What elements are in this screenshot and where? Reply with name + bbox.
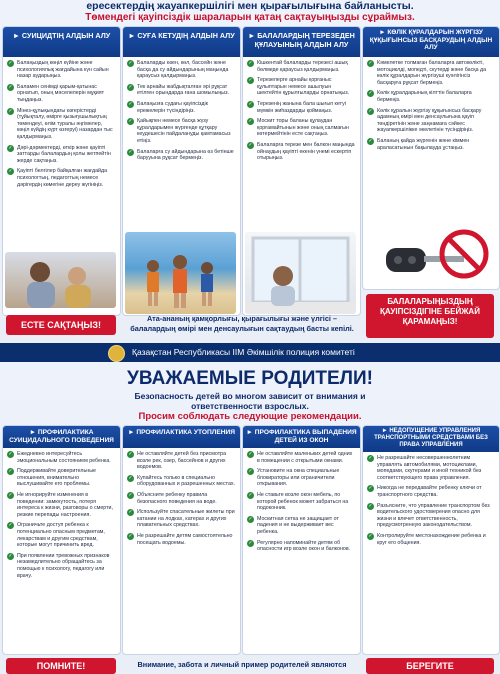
column-window-fall-prevention-ru bbox=[242, 425, 361, 655]
check-icon: ✓ bbox=[248, 77, 253, 84]
column-title: ► ПРОФИЛАКТИКА СУИЦИДАЛЬНОГО ПОВЕДЕНИЯ bbox=[3, 426, 120, 448]
page-subtitle-2: Просим соблюдать следующие рекомендации. bbox=[138, 411, 362, 422]
check-icon: ✓ bbox=[368, 107, 373, 114]
column-title: ► СУИЦИДТІҢ АЛДЫН АЛУ bbox=[3, 27, 120, 57]
list-item: ✓ Контролируйте местонахождение ребенка и круг его общения. bbox=[368, 532, 486, 546]
beach-kids-photo bbox=[125, 232, 236, 314]
check-icon: ✓ bbox=[8, 491, 13, 498]
column-items bbox=[243, 57, 360, 162]
list-item: ✓ Балаларға терезе мен балкон маңында ойнаудың қауіпті екенін үнемі ескертіп отырыңыз. bbox=[248, 141, 355, 162]
check-icon: ✓ bbox=[248, 141, 253, 148]
list-item: ✓ Поддерживайте доверительные отношения, внимательно выслушивайте его проблемы. bbox=[8, 468, 96, 488]
list-item: ✓ Балаларды өзен, көл, бассейн және басқа да су айдындарының маңында қараусыз қалдырмаңыз. bbox=[128, 60, 229, 80]
ribbon-protect-ru: БЕРЕГИТЕ bbox=[366, 658, 494, 674]
check-icon: ✓ bbox=[8, 451, 13, 457]
check-icon: ✓ bbox=[248, 451, 253, 457]
list-item: ✓ Тек арнайы жабдықталған әрі рұқсат етілген орындарда ғана шомылыңыз. bbox=[128, 83, 230, 97]
parent-child-photo bbox=[5, 252, 116, 308]
column-title: ► БАЛАЛАРДЫҢ ТЕРЕЗЕДЕН ҚҰЛАУЫНЫҢ АЛДЫН АЛУ bbox=[243, 27, 360, 57]
check-icon: ✓ bbox=[248, 118, 253, 125]
list-item: ✓ Қайықпен немесе басқа жүзу құралдарымен жүргенде құтқару кеудешесін пайдалануды қамтамасыз етіңіз. bbox=[128, 118, 231, 144]
check-icon: ✓ bbox=[248, 515, 253, 522]
check-icon: ✓ bbox=[128, 509, 133, 516]
center-caption-ru: Внимание, забота и личный пример родителей являются bbox=[137, 660, 347, 669]
list-item: ✓ Балаңыздың көңіл күйіне және психологиялық жағдайына күн сайын назар аударыңыз. bbox=[8, 60, 109, 80]
check-icon: ✓ bbox=[8, 468, 13, 475]
list-item: ✓ Терезенің жанына бала шығып кетуі мүмкін жиһаздарды қоймаңыз. bbox=[248, 100, 346, 114]
check-icon: ✓ bbox=[248, 60, 253, 66]
list-item: ✓ Разъясните, что управление транспортом без водительского удостоверения опасно для жизни и влечет ответственность, предусмотренную законодательством. bbox=[368, 502, 490, 529]
list-item: ✓ Не игнорируйте изменения в поведении: замкнутость, потеря интереса к жизни, разговоры о смерти, резкие перепады настроения. bbox=[8, 491, 113, 518]
list-item: ✓ Көлік құралын жүргізу құқығынсыз басқару адамның өмірі мен денсаулығына қауіп төндіретінін және заңнамаға сәйкес жауапкершілікке әкелетінін түсіндіріңіз. bbox=[368, 107, 482, 134]
column-title: ► ПРОФИЛАКТИКА УТОПЛЕНИЯ bbox=[123, 426, 240, 448]
check-icon: ✓ bbox=[368, 137, 373, 144]
check-icon: ✓ bbox=[8, 522, 13, 529]
list-item: ✓ Москитная сетка не защищает от падения и не выдерживает вес ребенка. bbox=[248, 515, 339, 535]
list-item: ✓ Москит торы баланы құлаудан қорғамайтынын және оның салмағын көтермейтінін есте сақтаңыз. bbox=[248, 118, 349, 138]
check-icon: ✓ bbox=[128, 451, 133, 457]
column-suicide-prevention-ru bbox=[2, 425, 121, 655]
list-item: ✓ Көлік құралдарының кілттін балаларға бермеңіз. bbox=[368, 90, 472, 103]
ribbon-child-safety-kz: БАЛАЛАРЫҢЫЗДЫҢ ҚАУІПСІЗДІГІНЕ БЕЙЖАЙ ҚАРАМАҢЫЗ! bbox=[366, 294, 494, 338]
check-icon: ✓ bbox=[8, 83, 13, 90]
list-item: ✓ Мінез-құлықындағы өзгерістерді (тұйықталу, өмірге қызығушылықтың төмендеуі, өлім туралы әңгімелер, көңіл күйдің күрт өзгеруі) назардан тыс қалдырмаңыз. bbox=[8, 107, 113, 140]
check-icon: ✓ bbox=[248, 491, 253, 498]
check-icon: ✓ bbox=[368, 60, 373, 66]
check-icon: ✓ bbox=[128, 83, 133, 90]
check-icon: ✓ bbox=[8, 107, 13, 114]
police-committee-title: Қазақстан Республикасы ІІМ Әкімшілік полиция комитеті bbox=[132, 347, 355, 357]
list-item: ✓ Никогда не передавайте ребенку ключи от транспортного средства. bbox=[368, 485, 482, 498]
check-icon: ✓ bbox=[368, 532, 373, 539]
check-icon: ✓ bbox=[128, 532, 133, 539]
check-icon: ✓ bbox=[368, 485, 373, 492]
check-icon: ✓ bbox=[368, 455, 373, 461]
check-icon: ✓ bbox=[248, 539, 253, 546]
header-line-2: Төмендегі қауіпсіздік шараларын қатаң сақтауыңызды сұраймыз. bbox=[85, 12, 415, 23]
column-items bbox=[3, 57, 120, 188]
list-item: ✓ Терезелерге арнайы қорғаныс құлыптарын немесе ашылуын шектейтін құрылғыларды орнатыңыз. bbox=[248, 77, 350, 97]
check-icon: ✓ bbox=[128, 491, 133, 498]
column-items bbox=[243, 448, 360, 553]
list-item: ✓ Балаларға су айдындарына өз бетінше барууына рұқсат бермеңіз. bbox=[128, 148, 234, 162]
check-icon: ✓ bbox=[8, 144, 13, 151]
list-item: ✓ Не разрешайте несовершеннолетним управлять автомобилями, мотоциклами, мопедами, скутерами и иной техникой без соответствующего права управления. bbox=[368, 455, 482, 481]
header-line-1: ересектердің жауапкершілігі мен қырағылығына байланысты. bbox=[86, 0, 414, 12]
list-item: ✓ Установите на окна специальные блокираторы или ограничители открывания. bbox=[248, 468, 340, 488]
ribbon-remember-ru: ПОМНИТЕ! bbox=[6, 658, 116, 674]
column-title: ► КӨЛІК ҚҰРАЛДАРЫН ЖҮРГІЗУ ҚҰҚЫҒЫНСЫЗ БАСҚАРУДЫҢ АЛДЫН АЛУ bbox=[363, 27, 499, 57]
list-item: ✓ Объясните ребенку правила безопасного поведения на воде. bbox=[128, 491, 217, 505]
car-keys-forbidden-icon bbox=[366, 222, 494, 292]
check-icon: ✓ bbox=[128, 60, 133, 66]
column-unlicensed-driving-ru bbox=[362, 425, 500, 655]
page-subtitle: Безопасность детей во многом зависит от внимания и ответственности взрослых. bbox=[134, 391, 366, 411]
list-item: ✓ Не оставляйте детей без присмотра возле рек, озер, бассейнов и других водоемов. bbox=[128, 451, 227, 471]
police-committee-bar bbox=[0, 343, 500, 362]
check-icon: ✓ bbox=[248, 100, 253, 107]
list-item: ✓ Не оставляйте маленьких детей одних в помещении с открытыми окнами. bbox=[248, 451, 353, 464]
page-title: УВАЖАЕМЫЕ РОДИТЕЛИ! bbox=[127, 368, 373, 389]
list-item: ✓ Используйте спасательные жилеты при катании на лодках, катерах и других плавательных средствах. bbox=[128, 509, 235, 529]
column-title: ► ПРОФИЛАКТИКА ВЫПАДЕНИЯ ДЕТЕЙ ИЗ ОКОН bbox=[243, 426, 360, 448]
ribbon-remember-kz: ЕСТЕ САҚТАҢЫЗ! bbox=[6, 315, 116, 335]
check-icon: ✓ bbox=[8, 552, 13, 559]
list-item: ✓ Балаңызға судағы қауіпсіздік ережелерін түсіндіріңіз. bbox=[128, 100, 208, 114]
list-item: ✓ При появлении тревожных признаков незамедлительно обращайтесь за помощью к психологу, педагогу или врачу. bbox=[8, 552, 110, 579]
check-icon: ✓ bbox=[8, 60, 13, 66]
column-items bbox=[3, 448, 120, 579]
list-item: ✓ Ежедневно интересуйтесь эмоциональным состоянием ребенка. bbox=[8, 451, 111, 464]
list-item: ✓ Ограничьте доступ ребенка к потенциально опасным предметам, лекарствам и другим средствам, которые могут причинить вред. bbox=[8, 522, 105, 549]
column-items bbox=[123, 448, 240, 546]
list-item: ✓ Не разрешайте детям самостоятельно посещать водоемы. bbox=[128, 532, 233, 546]
column-drowning-prevention-ru bbox=[122, 425, 241, 655]
list-item: ✓ Не ставьте возле окон мебель, по которой ребенок может забраться на подоконник. bbox=[248, 491, 349, 512]
window-child-photo bbox=[245, 232, 356, 314]
list-item: ✓ Дәрі-дәрмектерді, өткір және қауіпті заттарды балалардың қолы жетпейтін жерде сақтаңыз. bbox=[8, 144, 111, 164]
column-items bbox=[363, 57, 499, 151]
check-icon: ✓ bbox=[368, 90, 373, 97]
list-item: ✓ Баламен сенімді қарым-қатынас орнатып, оның мәселелерін мұқият тыңдаңыз. bbox=[8, 83, 105, 103]
center-caption-kz: Ата-ананың қамқорлығы, қырағылығы және үлгісі – балалардың өмірі мен денсаулығын сақтаудың басты кепілі. bbox=[130, 314, 354, 333]
list-item: ✓ Баланың қайда жүргенін және кіммен араласатынын бақылауда ұстаңыз. bbox=[368, 137, 470, 151]
check-icon: ✓ bbox=[128, 148, 133, 155]
list-item: ✓ Кішкентай балаларды терезесі ашық бөлмеде қараусыз қалдырмаңыз. bbox=[248, 60, 348, 73]
check-icon: ✓ bbox=[128, 100, 133, 107]
russian-section bbox=[0, 362, 500, 674]
list-item: ✓ Купайтесь только в специально оборудованных и разрешенных местах. bbox=[128, 474, 236, 488]
list-item: ✓ Регулярно напоминайте детям об опасности игр возле окон и балконов. bbox=[248, 539, 351, 553]
column-title: ► СУҒА КЕТУДІҢ АЛДЫН АЛУ bbox=[123, 27, 240, 57]
check-icon: ✓ bbox=[248, 468, 253, 475]
column-items bbox=[363, 452, 499, 546]
column-title: ► НЕДОПУЩЕНИЕ УПРАВЛЕНИЯ ТРАНСПОРТНЫМИ СРЕДСТВАМИ БЕЗ ПРАВА УПРАВЛЕНИЯ bbox=[363, 426, 499, 452]
police-emblem-icon bbox=[108, 345, 125, 362]
check-icon: ✓ bbox=[8, 168, 13, 175]
column-items bbox=[123, 57, 240, 162]
check-icon: ✓ bbox=[128, 474, 133, 481]
check-icon: ✓ bbox=[128, 118, 133, 125]
check-icon: ✓ bbox=[368, 502, 373, 509]
list-item: ✓ Қауіпті белгілер байқалған жағдайда психологтың, педагогтың немесе дәрігердің көмегіне дереу жүгініңіз. bbox=[8, 168, 108, 188]
list-item: ✓ Кәмелетке толмаған балаларға автокөлікті, мотоциклді, мопедті, скутерді және басқа да көлік құралдарын жүргізуші куәлігінсіз басқаруға рұқсат бермеңіз. bbox=[368, 60, 487, 86]
